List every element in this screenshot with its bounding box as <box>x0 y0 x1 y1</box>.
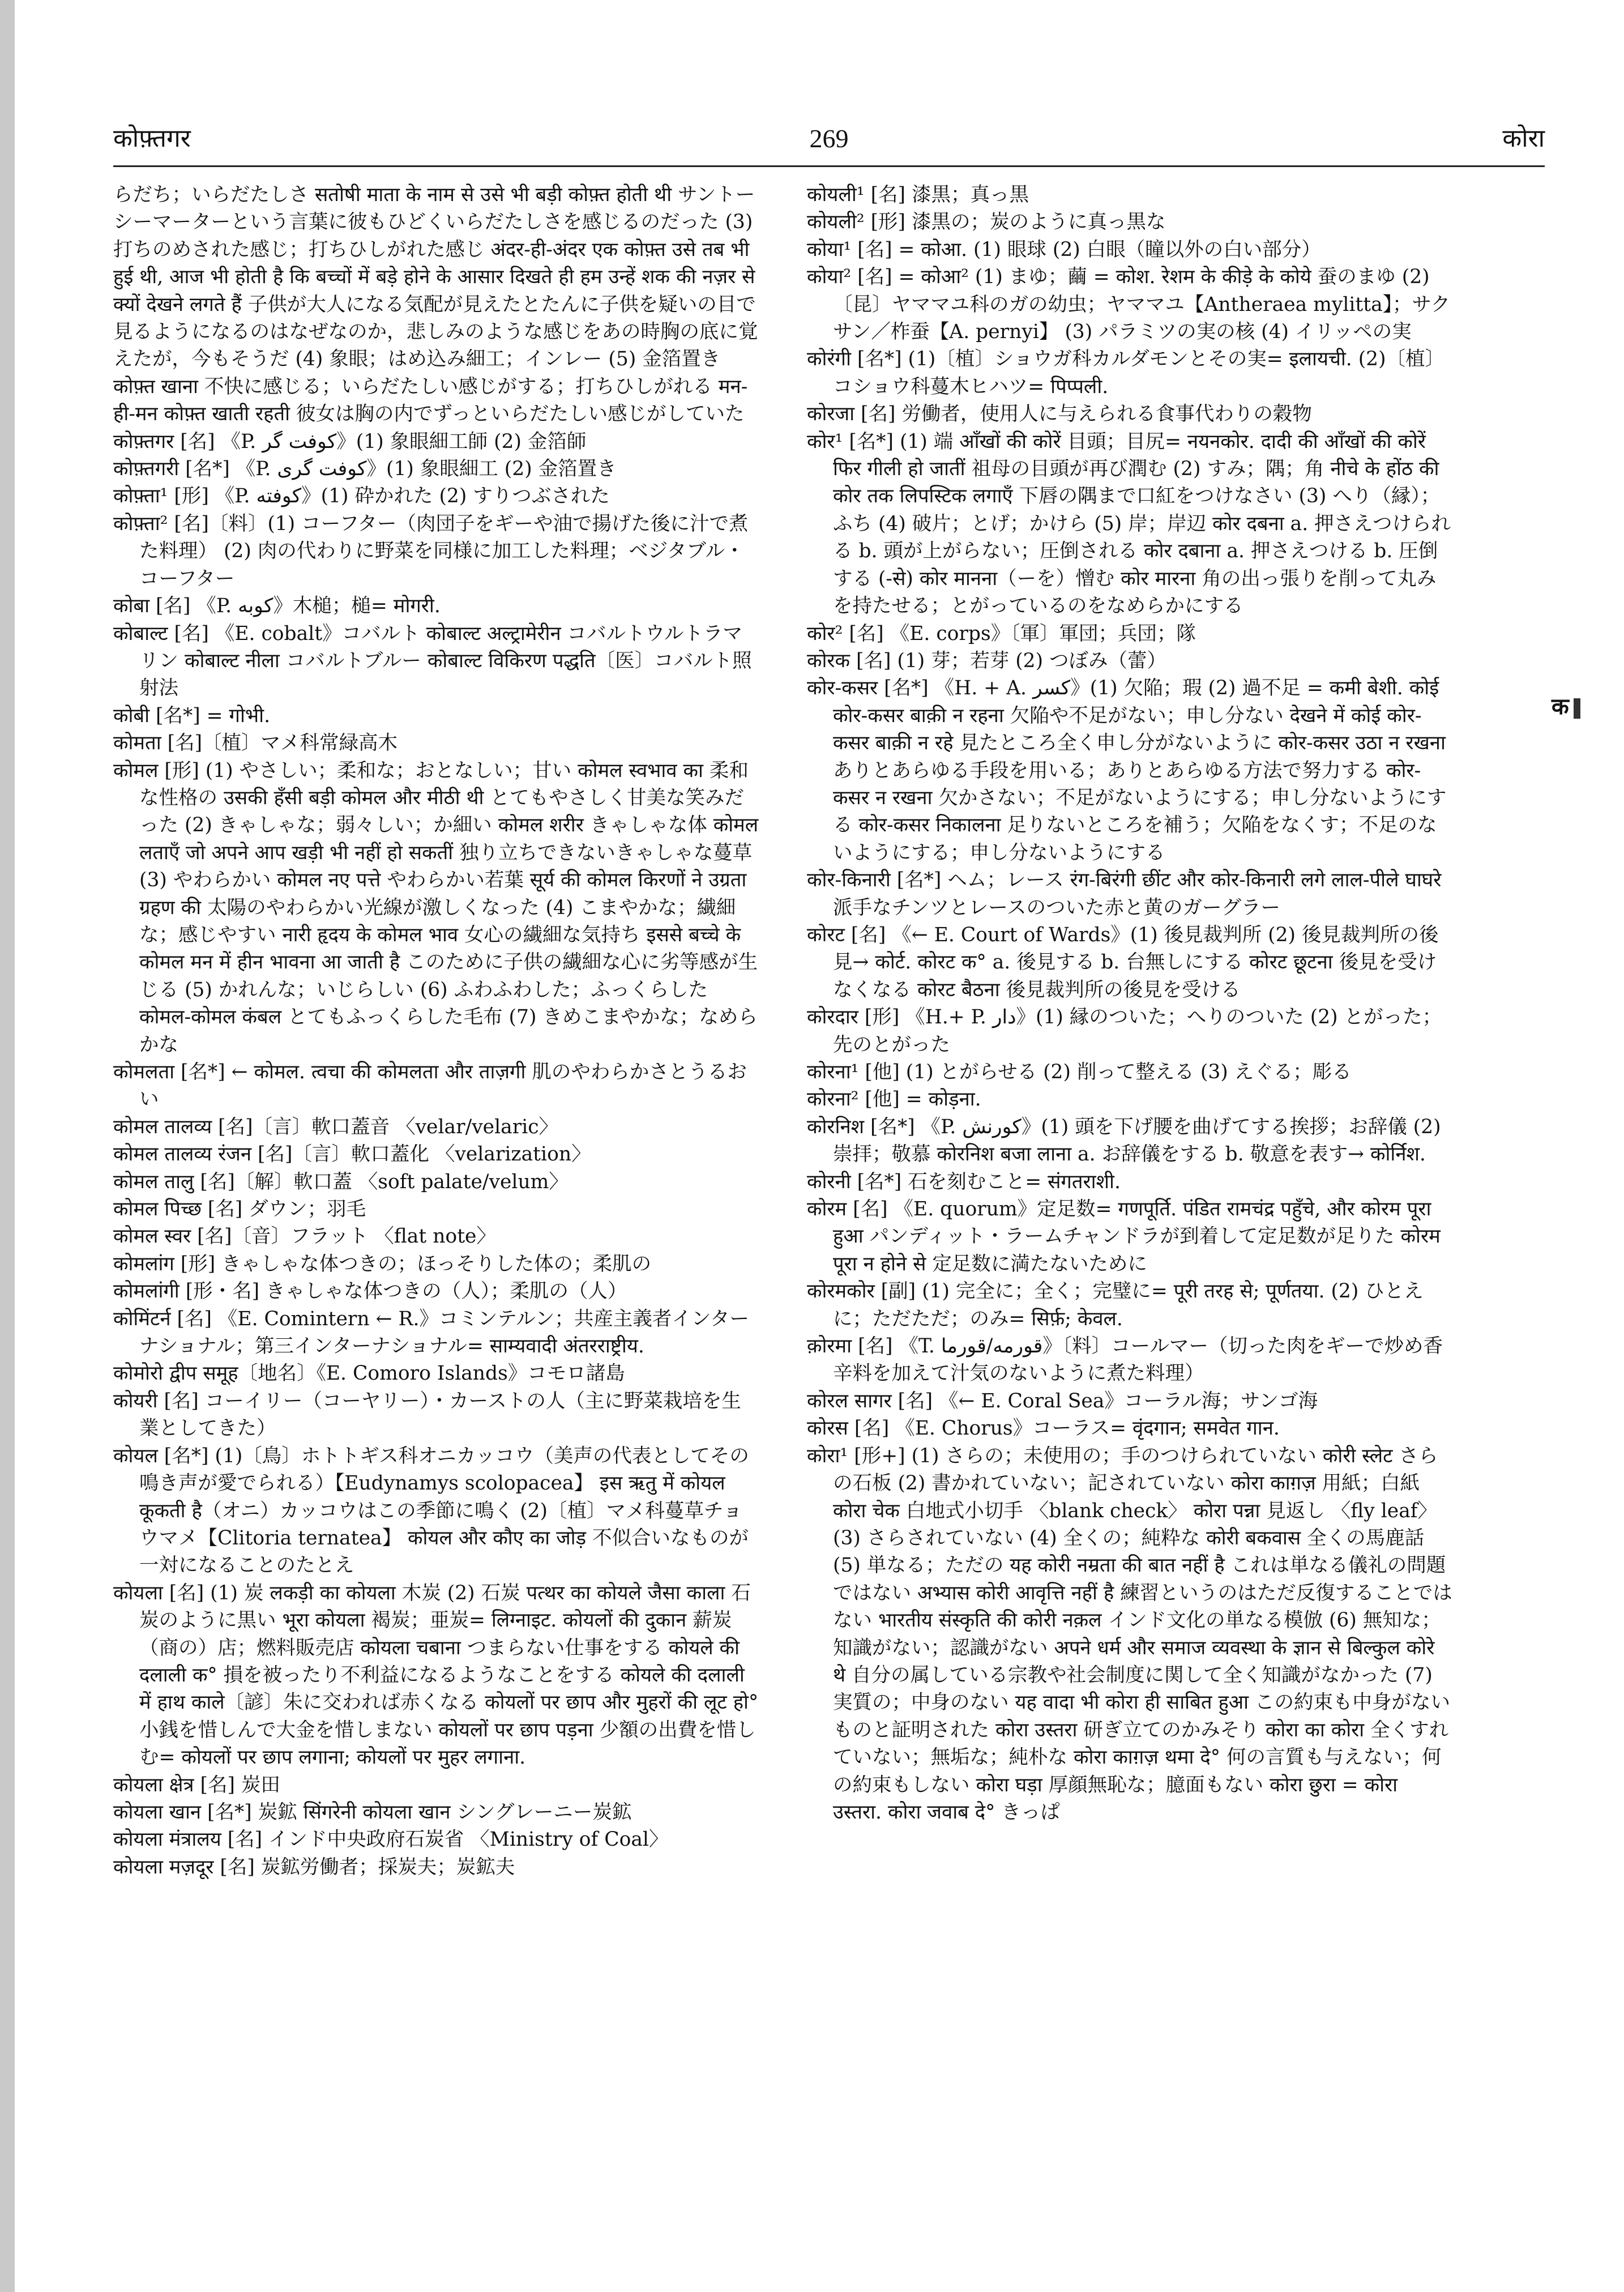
dictionary-entry: कोरना¹ [他] (1) とがらせる (2) 削って整える (3) えぐる；彫る <box>807 1061 1352 1083</box>
dictionary-entry: कोर-किनारी [名*] ヘム；レース रंग-बिरंगी छींट और कोर-किनारी लगे लाल-पीले घाघरे 派手なチンツとレースのついた赤と黄のガーグラー <box>807 869 1442 919</box>
dictionary-entry: कोरस [名] 《E. Chorus》コーラス= वृंदगान; समवेत गान. <box>807 1417 1280 1440</box>
dictionary-entry: कोमलांग [形] きゃしゃな体つきの；ほっそりした体の；柔肌の <box>113 1252 652 1275</box>
dictionary-entry: कोफ़्तगरी [名*] 《P. کوفت گری》(1) 象眼細工 (2) 金箔置き <box>113 458 617 481</box>
dictionary-entry: कोयली¹ [名] 漆黒；真っ黒 <box>807 183 1029 206</box>
dictionary-entry: कोरजा [名] 労働者，使用人に与えられる食事代わりの穀物 <box>807 403 1312 426</box>
dictionary-entry: कोर¹ [名*] (1) 端 आँखों की कोरें 目頭；目尻= नयनकोर. दादी की आँखों की कोरें फिर गीली हो जातीं 祖母の目頭が再び潤む (2) すみ；隅；角 नीचे के होंठ की कोर तक लिपस्टिक लगाएँ 下唇の隅まで口紅をつけなさい (3) へり（縁）；ふち (4) 破片；とげ；かけら (5) 岸；岸辺 कोर दबना a. 押さえつけられる b. 頭が上がらない；圧倒される कोर दबाना a. 押さえつける b. 圧倒する (-से) कोर मानना（ーを）憎む कोर मारना 角の出っ張りを削って丸みを持たせる；とがっているのをなめらかにする <box>807 430 1451 618</box>
dictionary-entry: कोयल [名*] (1)〔鳥〕ホトトギス科オニカッコウ（美声の代表としてその鳴き声が愛でられる）【Eudynamys scolopacea】 इस ऋतु में कोयल कूकती है（オニ）カッコウはこの季節に鳴く (2)〔植〕マメ科蔓草チョウマメ【Clitoria ternatea】 कोयल और कौए का जोड़ 不似合いなものが一対になることのたとえ <box>113 1444 749 1577</box>
dictionary-entry: कोरदार [形] 《H.+ P. دار》(1) 縁のついた；へりのついた (2) とがった；先のとがった <box>807 1006 1442 1056</box>
header-last-headword: कोरा <box>1502 124 1545 153</box>
thumb-index-letter: क <box>1552 693 1569 720</box>
dictionary-entry: कोरना² [他] = कोड़ना. <box>807 1088 981 1111</box>
dictionary-entry: कोया² [名] = कोआ² (1) まゆ；繭 = कोश. रेशम के कीड़े के कोये 蚕のまゆ (2)〔昆〕ヤママユ科のガの幼虫；ヤママユ【Antheraea mylitta】；サクサン／柞蚕【A. pernyi】 (3) パラミツの実の核 (4) イリッペの実 <box>807 266 1451 344</box>
dictionary-entry: कोया¹ [名] = कोआ. (1) 眼球 (2) 白眼（瞳以外の白い部分） <box>807 238 1321 261</box>
dictionary-entry: कोमल तालव्य [名]〔言〕軟口蓋音 〈velar/velaric〉 <box>113 1115 559 1138</box>
dictionary-entry: क़ोरमा [名] 《T. قورمه/قورما》〔料〕コールマー（切った肉をギーで炒め香辛料を加えて汁気のないように煮た料理） <box>807 1335 1443 1385</box>
dictionary-entry: कोरमकोर [副] (1) 完全に；全く；完璧に= पूरी तरह से; पूर्णतया. (2) ひとえに；ただただ；のみ= सिर्फ़; केवल. <box>807 1280 1424 1330</box>
dictionary-entry: कोरनिश [名*] 《P. کورنش》(1) 頭を下げ腰を曲げてする挨拶；お辞儀 (2) 崇拝；敬慕 कोरनिश बजा लाना a. お辞儀をする b. 敬意を表す→ कोर्निश. <box>807 1115 1441 1166</box>
dictionary-entry: कोरा¹ [形+] (1) さらの；未使用の；手のつけられていない कोरी स्लेट さらの石板 (2) 書かれていない；記されていない कोरा काग़ज़ 用紙；白紙 कोरा चेक 白地式小切手 〈blank check〉 कोरा पन्ना 見返し 〈fly leaf〉 (3) さらされていない (4) 全くの；純粋な कोरी बकवास 全くの馬鹿話 (5) 単なる；ただの यह कोरी नम्रता की बात नहीं है これは単なる儀礼の問題ではない अभ्यास कोरी आवृत्ति नहीं है 練習というのはただ反復することではない भारतीय संस्कृति की कोरी नक़ल インド文化の単なる模倣 (6) 無知な；知識がない；認識がない अपने धर्म और समाज व्यवस्था के ज्ञान से बिल्कुल कोरे थे 自分の属している宗教や社会制度に関して全く知識がなかった (7) 実質の；中身のない यह वादा भी कोरा ही साबित हुआ この約束も中身がないものと証明された कोरा उस्तरा 研ぎ立てのかみそり कोरा का कोरा 全くすれていない；無垢な；純朴な कोरा काग़ज़ थमा दे° 何の言質も与えない；何の約束もしない कोरा घड़ा 厚顔無恥な；臆面もない कोरा छुरा = कोरा उस्तरा. कोरा जवाब दे° きっぱ <box>807 1444 1452 1824</box>
dictionary-entry: कोफ़्ता² [名]〔料〕(1) コーフター（肉団子をギーや油で揚げた後に汁で煮た料理） (2) 肉の代わりに野菜を同様に加工した料理；ベジタブル・コーフター <box>113 512 749 590</box>
dictionary-entry: कोयला क्षेत्र [名] 炭田 <box>113 1773 280 1796</box>
dictionary-entry: कोयला [名] (1) 炭 लकड़ी का कोयला 木炭 (2) 石炭 पत्थर का कोयले जैसा काला 石炭のように黒い भूरा कोयला 褐炭；亜炭= लिग्नाइट. कोयलों की दुकान 薪炭（商の）店；燃料販売店 कोयला चबाना つまらない仕事をする कोयले की दलाली क° 損を被ったり不利益になるようなことをする कोयले की दलाली में हाथ काले〔諺〕朱に交われば赤くなる कोयलों पर छाप और मुहरों की लूट हो° 小銭を惜しんで大金を惜しまない कोयलों पर छाप पड़ना 少額の出費を惜しむ= कोयलों पर छाप लगाना; कोयलों पर मुहर लगाना. <box>113 1581 759 1769</box>
dictionary-entry: कोरनी [名*] 石を刻むこと= संगतराशी. <box>807 1170 1121 1193</box>
dictionary-entry: कोमल तालव्य रंजन [名]〔言〕軟口蓋化 〈velarization〉 <box>113 1143 591 1166</box>
dictionary-entry: कोबाल्ट [名] 《E. cobalt》コバルト कोबाल्ट अल्ट्रामेरीन コバルトウルトラマリン कोबाल्ट नीला コバルトブルー कोबाल्ट विकिरण पद्धति〔医〕コバルト照射法 <box>113 622 752 700</box>
dictionary-entry: कोरंगी [名*] (1)〔植〕ショウガ科カルダモンとその実= इलायची. (2)〔植〕コショウ科蔓木ヒハツ= पिप्पली. <box>807 348 1445 398</box>
dictionary-entry: कोमल तालु [名]〔解〕軟口蓋 〈soft palate/velum〉 <box>113 1170 569 1193</box>
left-column <box>113 181 759 1881</box>
dictionary-entry: कोयला खान [名*] 炭鉱 सिंगरेनी कोयला खान シングレーニー炭鉱 <box>113 1800 632 1824</box>
dictionary-entry: कोफ़्तगर [名] 《P. کوفت گر》(1) 象眼細工師 (2) 金箔師 <box>113 430 587 453</box>
dictionary-entry: कोमल [形] (1) やさしい；柔和な；おとなしい；甘い कोमल स्वभाव का 柔和な性格の उसकी हँसी बड़ी कोमल और मीठी थी とてもやさしく甘美な笑みだった (2) きゃしゃな；弱々しい；か細い कोमल शरीर きゃしゃな体 कोमल लताएँ जो अपने आप खड़ी भी नहीं हो सकतीं 独り立ちできないきゃしゃな蔓草 (3) やわらかい कोमल नए पत्ते やわらかい若葉 सूर्य की कोमल किरणों ने उग्रता ग्रहण की 太陽のやわらかい光線が激しくなった (4) こまやかな；繊細な；感じやすい नारी हृदय के कोमल भाव 女心の繊細な気持ち इससे बच्चे के कोमल मन में हीन भावना आ जाती है このために子供の繊細な心に劣等感が生じる (5) かれんな；いじらしい (6) ふわふわした；ふっくらした कोमल-कोमल कंबल とてもふっくらした毛布 (7) きめこまやかな；なめらかな <box>113 759 759 1056</box>
dictionary-entry: कोरल सागर [名] 《← E. Coral Sea》コーラル海；サンゴ海 <box>807 1389 1318 1412</box>
dictionary-entry: कोमलता [名*] ← कोमल. त्वचा की कोमलता और ताज़गी 肌のやわらかさとうるおい <box>113 1061 747 1111</box>
dictionary-entry: कोबा [名] 《P. کوبه》木槌；槌= मोगरी. <box>113 595 441 618</box>
dictionary-entry: कोमोरो द्वीप समूह〔地名〕《E. Comoro Islands》コモロ諸島 <box>113 1362 625 1385</box>
dictionary-entry: कोर² [名] 《E. corps》〔軍〕軍団；兵団；隊 <box>807 622 1196 645</box>
dictionary-entry: कोमल स्वर [名]〔音〕フラット 〈flat note〉 <box>113 1225 496 1248</box>
dictionary-entry: कोयला मंत्रालय [名] インド中央政府石炭省 〈Ministry of Coal〉 <box>113 1828 669 1851</box>
page-number: 269 <box>809 124 849 153</box>
dictionary-entry: कोमल पिच्छ [名] ダウン；羽毛 <box>113 1198 366 1221</box>
dictionary-entry: कोमलांगी [形・名] きゃしゃな体つきの（人）；柔肌の（人） <box>113 1280 627 1303</box>
dictionary-entry: कोफ़्ता¹ [形] 《P. کوفته》(1) 砕かれた (2) すりつぶされた <box>113 485 610 508</box>
right-column <box>807 181 1452 1826</box>
dictionary-entry: कोबी [名*] = गोभी. <box>113 704 271 727</box>
header-rule <box>113 165 1545 167</box>
thumb-index-mark <box>1574 698 1580 719</box>
dictionary-entry: कोरट [名] 《← E. Court of Wards》(1) 後見裁判所 (2) 後見裁判所の後見→ कोर्ट. कोरट क° a. 後見する b. 台無しにする कोरट छूटना 後見を受けなくなる कोरट बैठना 後見裁判所の後見を受ける <box>807 923 1439 1001</box>
page-edge-shadow <box>0 0 15 2292</box>
thumb-index-tab <box>1552 690 1580 721</box>
header-first-headword: कोफ़्तगर <box>113 124 191 153</box>
dictionary-entry: कोमता [名]〔植〕マメ科常緑高木 <box>113 732 398 755</box>
dictionary-entry: कोयरी [名] コーイリー（コーヤリー）・カーストの人（主に野菜栽培を生業としてきた） <box>113 1389 741 1440</box>
dictionary-entry: कोर-कसर [名*] 《H. + A. کسر》(1) 欠陥；瑕 (2) 過不足 = कमी बेशी. कोई कोर-कसर बाक़ी न रहना 欠陥や不足がない；申し分ない देखने में कोई कोर-कसर बाक़ी न रहे 見たところ全く申し分がないように कोर-कसर उठा न रखना ありとあらゆる手段を用いる；ありとあらゆる方法で努力する कोर-कसर न रखना 欠かさない；不足がないようにする；申し分ないようにする कोर-कसर निकालना 足りないところを補う；欠陥をなくす；不足のないようにする；申し分ないようにする <box>807 677 1447 864</box>
dictionary-entry: कोयला मज़दूर [名] 炭鉱労働者；採炭夫；炭鉱夫 <box>113 1855 515 1879</box>
dictionary-entry: कोयली² [形] 漆黒の；炭のように真っ黒な <box>807 211 1166 234</box>
dictionary-entry: らだち；いらだたしさ सतोषी माता के नाम से उसे भी बड़ी कोफ़्त होती थी サントーシーマーターという言葉に彼もひどくいらだたしさを感じるのだった (3) 打ちのめされた感じ；打ちひしがれた感じ अंदर-ही-अंदर एक कोफ़्त उसे तब भी हुई थी, आज भी होती है कि बच्चों में बड़े होने के आसार दिखते ही हम उन्हें शक की नज़र से क्यों देखने लगते हैं 子供が大人になる気配が見えたとたんに子供を疑いの目で見るようになるのはなぜなのか，悲しみのような感じをあの時胸の底に覚えたが，今もそうだ (4) 象眼；はめ込み細工；インレー (5) 金箔置き कोफ़्त खाना 不快に感じる；いらだたしい感じがする；打ちひしがれる मन-ही-मन कोफ़्त खाती रहती 彼女は胸の内でずっといらだたしい感じがしていた <box>113 183 758 426</box>
dictionary-entry: कोरक [名] (1) 芽；若芽 (2) つぼみ（蕾） <box>807 649 1167 672</box>
dictionary-entry: कोमिंटर्न [名] 《E. Comintern ← R.》コミンテルン；共産主義者インターナショナル；第三インターナショナル= साम्यवादी अंतरराष्ट्रीय. <box>113 1307 749 1358</box>
dictionary-entry: कोरम [名] 《E. quorum》定足数= गणपूर्ति. पंडित रामचंद्र पहुँचे, और कोरम पूरा हुआ パンディット・ラームチャンドラが到着して定足数が足りた कोरम पूरा न होने से 定足数に満たないために <box>807 1198 1441 1275</box>
running-header <box>113 116 1545 161</box>
